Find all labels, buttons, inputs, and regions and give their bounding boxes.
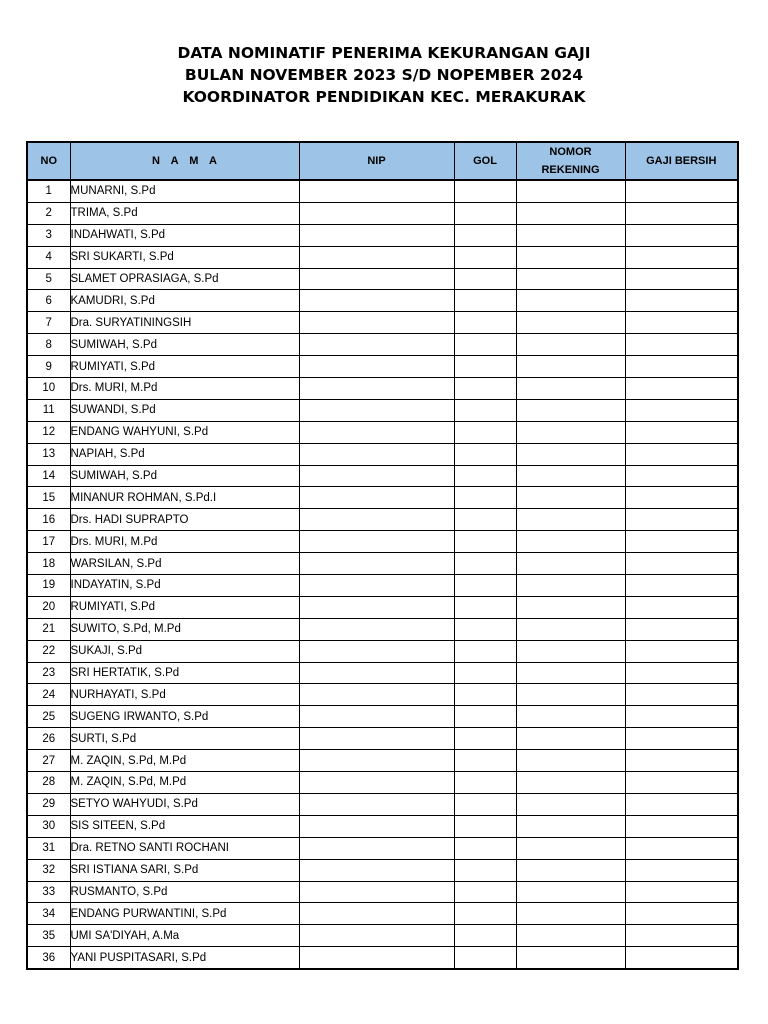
row-gaji-cell: [625, 334, 738, 356]
header-row: [27, 142, 738, 180]
row-number: 3: [27, 224, 70, 246]
row-gaji-cell: [625, 772, 738, 794]
row-name: M. ZAQIN, S.Pd, M.Pd: [70, 750, 299, 772]
row-rekening-cell: [516, 881, 625, 903]
row-nip-cell: [299, 509, 454, 531]
row-gaji-cell: [625, 596, 738, 618]
table-row: [27, 837, 738, 859]
row-name: INDAHWATI, S.Pd: [70, 224, 299, 246]
table-row: [27, 487, 738, 509]
row-name: SRI ISTIANA SARI, S.Pd: [70, 859, 299, 881]
table-row: [27, 553, 738, 575]
row-rekening-cell: [516, 509, 625, 531]
row-gol-cell: [454, 399, 516, 421]
row-nip-cell: [299, 290, 454, 312]
table-row: [27, 421, 738, 443]
row-gol-cell: [454, 465, 516, 487]
row-name: Dra. RETNO SANTI ROCHANI: [70, 837, 299, 859]
row-name: M. ZAQIN, S.Pd, M.Pd: [70, 772, 299, 794]
row-gaji-cell: [625, 399, 738, 421]
row-number: 17: [27, 531, 70, 553]
table-row: [27, 180, 738, 202]
header-gaji-bersih: GAJI BERSIH: [625, 142, 738, 180]
row-nip-cell: [299, 706, 454, 728]
table-row: [27, 290, 738, 312]
row-rekening-cell: [516, 815, 625, 837]
row-name: TRIMA, S.Pd: [70, 202, 299, 224]
row-gol-cell: [454, 618, 516, 640]
row-nip-cell: [299, 356, 454, 378]
row-gol-cell: [454, 443, 516, 465]
title-line-1: DATA NOMINATIF PENERIMA KEKURANGAN GAJI: [177, 44, 591, 62]
row-name: ENDANG PURWANTINI, S.Pd: [70, 903, 299, 925]
row-rekening-cell: [516, 925, 625, 947]
row-number: 32: [27, 859, 70, 881]
row-nip-cell: [299, 180, 454, 202]
row-gaji-cell: [625, 290, 738, 312]
row-name: YANI PUSPITASARI, S.Pd: [70, 947, 299, 969]
row-gaji-cell: [625, 465, 738, 487]
row-gaji-cell: [625, 180, 738, 202]
row-name: SETYO WAHYUDI, S.Pd: [70, 793, 299, 815]
row-name: KAMUDRI, S.Pd: [70, 290, 299, 312]
table-row: [27, 224, 738, 246]
row-name: WARSILAN, S.Pd: [70, 553, 299, 575]
table-row: [27, 947, 738, 969]
row-gaji-cell: [625, 575, 738, 597]
row-gol-cell: [454, 640, 516, 662]
row-number: 11: [27, 399, 70, 421]
row-gaji-cell: [625, 531, 738, 553]
row-name: RUSMANTO, S.Pd: [70, 881, 299, 903]
row-gaji-cell: [625, 903, 738, 925]
row-gaji-cell: [625, 224, 738, 246]
row-number: 10: [27, 378, 70, 400]
row-number: 20: [27, 596, 70, 618]
row-nip-cell: [299, 881, 454, 903]
row-rekening-cell: [516, 706, 625, 728]
row-nip-cell: [299, 531, 454, 553]
row-gaji-cell: [625, 662, 738, 684]
row-name: RUMIYATI, S.Pd: [70, 596, 299, 618]
row-rekening-cell: [516, 224, 625, 246]
row-gaji-cell: [625, 640, 738, 662]
row-gaji-cell: [625, 728, 738, 750]
row-rekening-cell: [516, 684, 625, 706]
table-row: [27, 662, 738, 684]
row-name: Drs. MURI, M.Pd: [70, 378, 299, 400]
row-gol-cell: [454, 509, 516, 531]
row-nip-cell: [299, 947, 454, 969]
row-gaji-cell: [625, 421, 738, 443]
row-rekening-cell: [516, 618, 625, 640]
row-number: 13: [27, 443, 70, 465]
table-row: [27, 750, 738, 772]
header-nama: [70, 142, 299, 180]
row-name: UMI SA'DIYAH, A.Ma: [70, 925, 299, 947]
row-rekening-cell: [516, 728, 625, 750]
row-number: 6: [27, 290, 70, 312]
row-gol-cell: [454, 224, 516, 246]
row-gaji-cell: [625, 312, 738, 334]
row-number: 29: [27, 793, 70, 815]
row-name: SUGENG IRWANTO, S.Pd: [70, 706, 299, 728]
row-number: 1: [27, 180, 70, 202]
row-number: 5: [27, 268, 70, 290]
row-gaji-cell: [625, 443, 738, 465]
row-name: MINANUR ROHMAN, S.Pd.I: [70, 487, 299, 509]
header-rekening-line-1: NOMOR: [549, 146, 592, 158]
row-gaji-cell: [625, 947, 738, 969]
row-name: SUWANDI, S.Pd: [70, 399, 299, 421]
row-nip-cell: [299, 772, 454, 794]
row-name: Drs. MURI, M.Pd: [70, 531, 299, 553]
row-number: 22: [27, 640, 70, 662]
row-nip-cell: [299, 268, 454, 290]
row-nip-cell: [299, 640, 454, 662]
table-row: [27, 356, 738, 378]
row-nip-cell: [299, 903, 454, 925]
row-nip-cell: [299, 815, 454, 837]
row-number: 33: [27, 881, 70, 903]
table-row: [27, 378, 738, 400]
table-row: [27, 903, 738, 925]
row-nip-cell: [299, 399, 454, 421]
header-rekening: [516, 142, 625, 180]
row-number: 30: [27, 815, 70, 837]
table-row: [27, 246, 738, 268]
row-name: NAPIAH, S.Pd: [70, 443, 299, 465]
row-gaji-cell: [625, 202, 738, 224]
table-row: [27, 815, 738, 837]
table-row: [27, 399, 738, 421]
row-name: SIS SITEEN, S.Pd: [70, 815, 299, 837]
row-gaji-cell: [625, 246, 738, 268]
table-row: [27, 596, 738, 618]
row-gol-cell: [454, 421, 516, 443]
title-line-2: BULAN NOVEMBER 2023 S/D NOPEMBER 2024: [184, 66, 584, 84]
row-name: MUNARNI, S.Pd: [70, 180, 299, 202]
title-line-3: KOORDINATOR PENDIDIKAN KEC. MERAKURAK: [182, 88, 586, 106]
row-gol-cell: [454, 268, 516, 290]
row-nip-cell: [299, 859, 454, 881]
row-gol-cell: [454, 662, 516, 684]
row-gaji-cell: [625, 268, 738, 290]
row-number: 15: [27, 487, 70, 509]
row-nip-cell: [299, 334, 454, 356]
row-gaji-cell: [625, 509, 738, 531]
row-number: 21: [27, 618, 70, 640]
row-gol-cell: [454, 378, 516, 400]
row-nip-cell: [299, 575, 454, 597]
row-name: SUWITO, S.Pd, M.Pd: [70, 618, 299, 640]
table-row: [27, 859, 738, 881]
row-number: 9: [27, 356, 70, 378]
row-gol-cell: [454, 793, 516, 815]
row-nip-cell: [299, 443, 454, 465]
row-gaji-cell: [625, 793, 738, 815]
table-row: [27, 640, 738, 662]
table-row: [27, 881, 738, 903]
row-name: INDAYATIN, S.Pd: [70, 575, 299, 597]
header-nama-label: N A M A: [152, 155, 217, 167]
row-gaji-cell: [625, 706, 738, 728]
row-rekening-cell: [516, 378, 625, 400]
row-nip-cell: [299, 728, 454, 750]
row-gaji-cell: [625, 553, 738, 575]
row-number: 31: [27, 837, 70, 859]
row-number: 7: [27, 312, 70, 334]
row-gaji-cell: [625, 356, 738, 378]
row-rekening-cell: [516, 662, 625, 684]
row-gol-cell: [454, 815, 516, 837]
row-number: 25: [27, 706, 70, 728]
row-gol-cell: [454, 750, 516, 772]
row-rekening-cell: [516, 180, 625, 202]
row-name: SUKAJI, S.Pd: [70, 640, 299, 662]
row-rekening-cell: [516, 334, 625, 356]
table-row: [27, 618, 738, 640]
row-gol-cell: [454, 684, 516, 706]
row-rekening-cell: [516, 553, 625, 575]
table-row: [27, 268, 738, 290]
row-gol-cell: [454, 180, 516, 202]
row-rekening-cell: [516, 859, 625, 881]
header-no: NO: [27, 142, 70, 180]
row-nip-cell: [299, 246, 454, 268]
row-name: RUMIYATI, S.Pd: [70, 356, 299, 378]
row-gol-cell: [454, 706, 516, 728]
row-nip-cell: [299, 224, 454, 246]
row-nip-cell: [299, 465, 454, 487]
table-row: [27, 575, 738, 597]
row-gol-cell: [454, 728, 516, 750]
table-row: [27, 728, 738, 750]
row-gaji-cell: [625, 881, 738, 903]
row-nip-cell: [299, 487, 454, 509]
row-nip-cell: [299, 837, 454, 859]
row-number: 26: [27, 728, 70, 750]
row-name: SRI SUKARTI, S.Pd: [70, 246, 299, 268]
row-name: SURTI, S.Pd: [70, 728, 299, 750]
row-name: SRI HERTATIK, S.Pd: [70, 662, 299, 684]
row-rekening-cell: [516, 356, 625, 378]
row-rekening-cell: [516, 202, 625, 224]
row-nip-cell: [299, 553, 454, 575]
row-gol-cell: [454, 859, 516, 881]
row-gaji-cell: [625, 815, 738, 837]
row-name: SLAMET OPRASIAGA, S.Pd: [70, 268, 299, 290]
row-nip-cell: [299, 596, 454, 618]
table-body: [27, 180, 738, 969]
row-gol-cell: [454, 925, 516, 947]
row-number: 16: [27, 509, 70, 531]
row-rekening-cell: [516, 290, 625, 312]
table-row: [27, 925, 738, 947]
row-gol-cell: [454, 553, 516, 575]
row-gol-cell: [454, 881, 516, 903]
row-number: 4: [27, 246, 70, 268]
row-number: 28: [27, 772, 70, 794]
row-gol-cell: [454, 334, 516, 356]
row-name: SUMIWAH, S.Pd: [70, 465, 299, 487]
document-title: [0, 42, 768, 108]
row-number: 14: [27, 465, 70, 487]
nominative-table: [26, 141, 739, 970]
row-rekening-cell: [516, 487, 625, 509]
row-rekening-cell: [516, 443, 625, 465]
row-rekening-cell: [516, 268, 625, 290]
row-name: ENDANG WAHYUNI, S.Pd: [70, 421, 299, 443]
row-nip-cell: [299, 312, 454, 334]
row-nip-cell: [299, 202, 454, 224]
table-row: [27, 334, 738, 356]
row-number: 18: [27, 553, 70, 575]
row-rekening-cell: [516, 750, 625, 772]
row-nip-cell: [299, 750, 454, 772]
row-nip-cell: [299, 684, 454, 706]
row-rekening-cell: [516, 903, 625, 925]
row-rekening-cell: [516, 793, 625, 815]
row-number: 12: [27, 421, 70, 443]
table-row: [27, 202, 738, 224]
row-name: SUMIWAH, S.Pd: [70, 334, 299, 356]
row-rekening-cell: [516, 596, 625, 618]
row-number: 2: [27, 202, 70, 224]
table-row: [27, 509, 738, 531]
row-nip-cell: [299, 378, 454, 400]
row-gol-cell: [454, 903, 516, 925]
row-nip-cell: [299, 925, 454, 947]
row-gol-cell: [454, 202, 516, 224]
row-rekening-cell: [516, 399, 625, 421]
row-gol-cell: [454, 356, 516, 378]
row-number: 36: [27, 947, 70, 969]
row-nip-cell: [299, 662, 454, 684]
row-gol-cell: [454, 290, 516, 312]
row-rekening-cell: [516, 947, 625, 969]
row-rekening-cell: [516, 575, 625, 597]
row-rekening-cell: [516, 772, 625, 794]
row-rekening-cell: [516, 531, 625, 553]
row-gaji-cell: [625, 378, 738, 400]
header-rekening-line-2: REKENING: [541, 164, 600, 176]
row-gaji-cell: [625, 618, 738, 640]
row-name: Drs. HADI SUPRAPTO: [70, 509, 299, 531]
row-rekening-cell: [516, 246, 625, 268]
header-gol: GOL: [454, 142, 516, 180]
row-gaji-cell: [625, 859, 738, 881]
row-rekening-cell: [516, 465, 625, 487]
table-row: [27, 793, 738, 815]
row-number: 8: [27, 334, 70, 356]
row-gol-cell: [454, 531, 516, 553]
table-row: [27, 772, 738, 794]
row-gol-cell: [454, 575, 516, 597]
row-gol-cell: [454, 487, 516, 509]
table-row: [27, 531, 738, 553]
row-nip-cell: [299, 793, 454, 815]
row-gol-cell: [454, 837, 516, 859]
table-row: [27, 706, 738, 728]
row-number: 23: [27, 662, 70, 684]
row-gaji-cell: [625, 487, 738, 509]
row-number: 19: [27, 575, 70, 597]
row-nip-cell: [299, 618, 454, 640]
row-name: NURHAYATI, S.Pd: [70, 684, 299, 706]
row-gol-cell: [454, 596, 516, 618]
row-gol-cell: [454, 772, 516, 794]
row-gol-cell: [454, 246, 516, 268]
row-rekening-cell: [516, 312, 625, 334]
row-gaji-cell: [625, 925, 738, 947]
table-row: [27, 443, 738, 465]
table-row: [27, 312, 738, 334]
row-rekening-cell: [516, 640, 625, 662]
row-gaji-cell: [625, 684, 738, 706]
row-number: 35: [27, 925, 70, 947]
table-row: [27, 684, 738, 706]
table-row: [27, 465, 738, 487]
row-number: 27: [27, 750, 70, 772]
row-gaji-cell: [625, 837, 738, 859]
row-number: 24: [27, 684, 70, 706]
row-gol-cell: [454, 312, 516, 334]
row-name: Dra. SURYATININGSIH: [70, 312, 299, 334]
row-rekening-cell: [516, 837, 625, 859]
row-number: 34: [27, 903, 70, 925]
header-nip: NIP: [299, 142, 454, 180]
row-nip-cell: [299, 421, 454, 443]
row-gol-cell: [454, 947, 516, 969]
row-rekening-cell: [516, 421, 625, 443]
row-gaji-cell: [625, 750, 738, 772]
